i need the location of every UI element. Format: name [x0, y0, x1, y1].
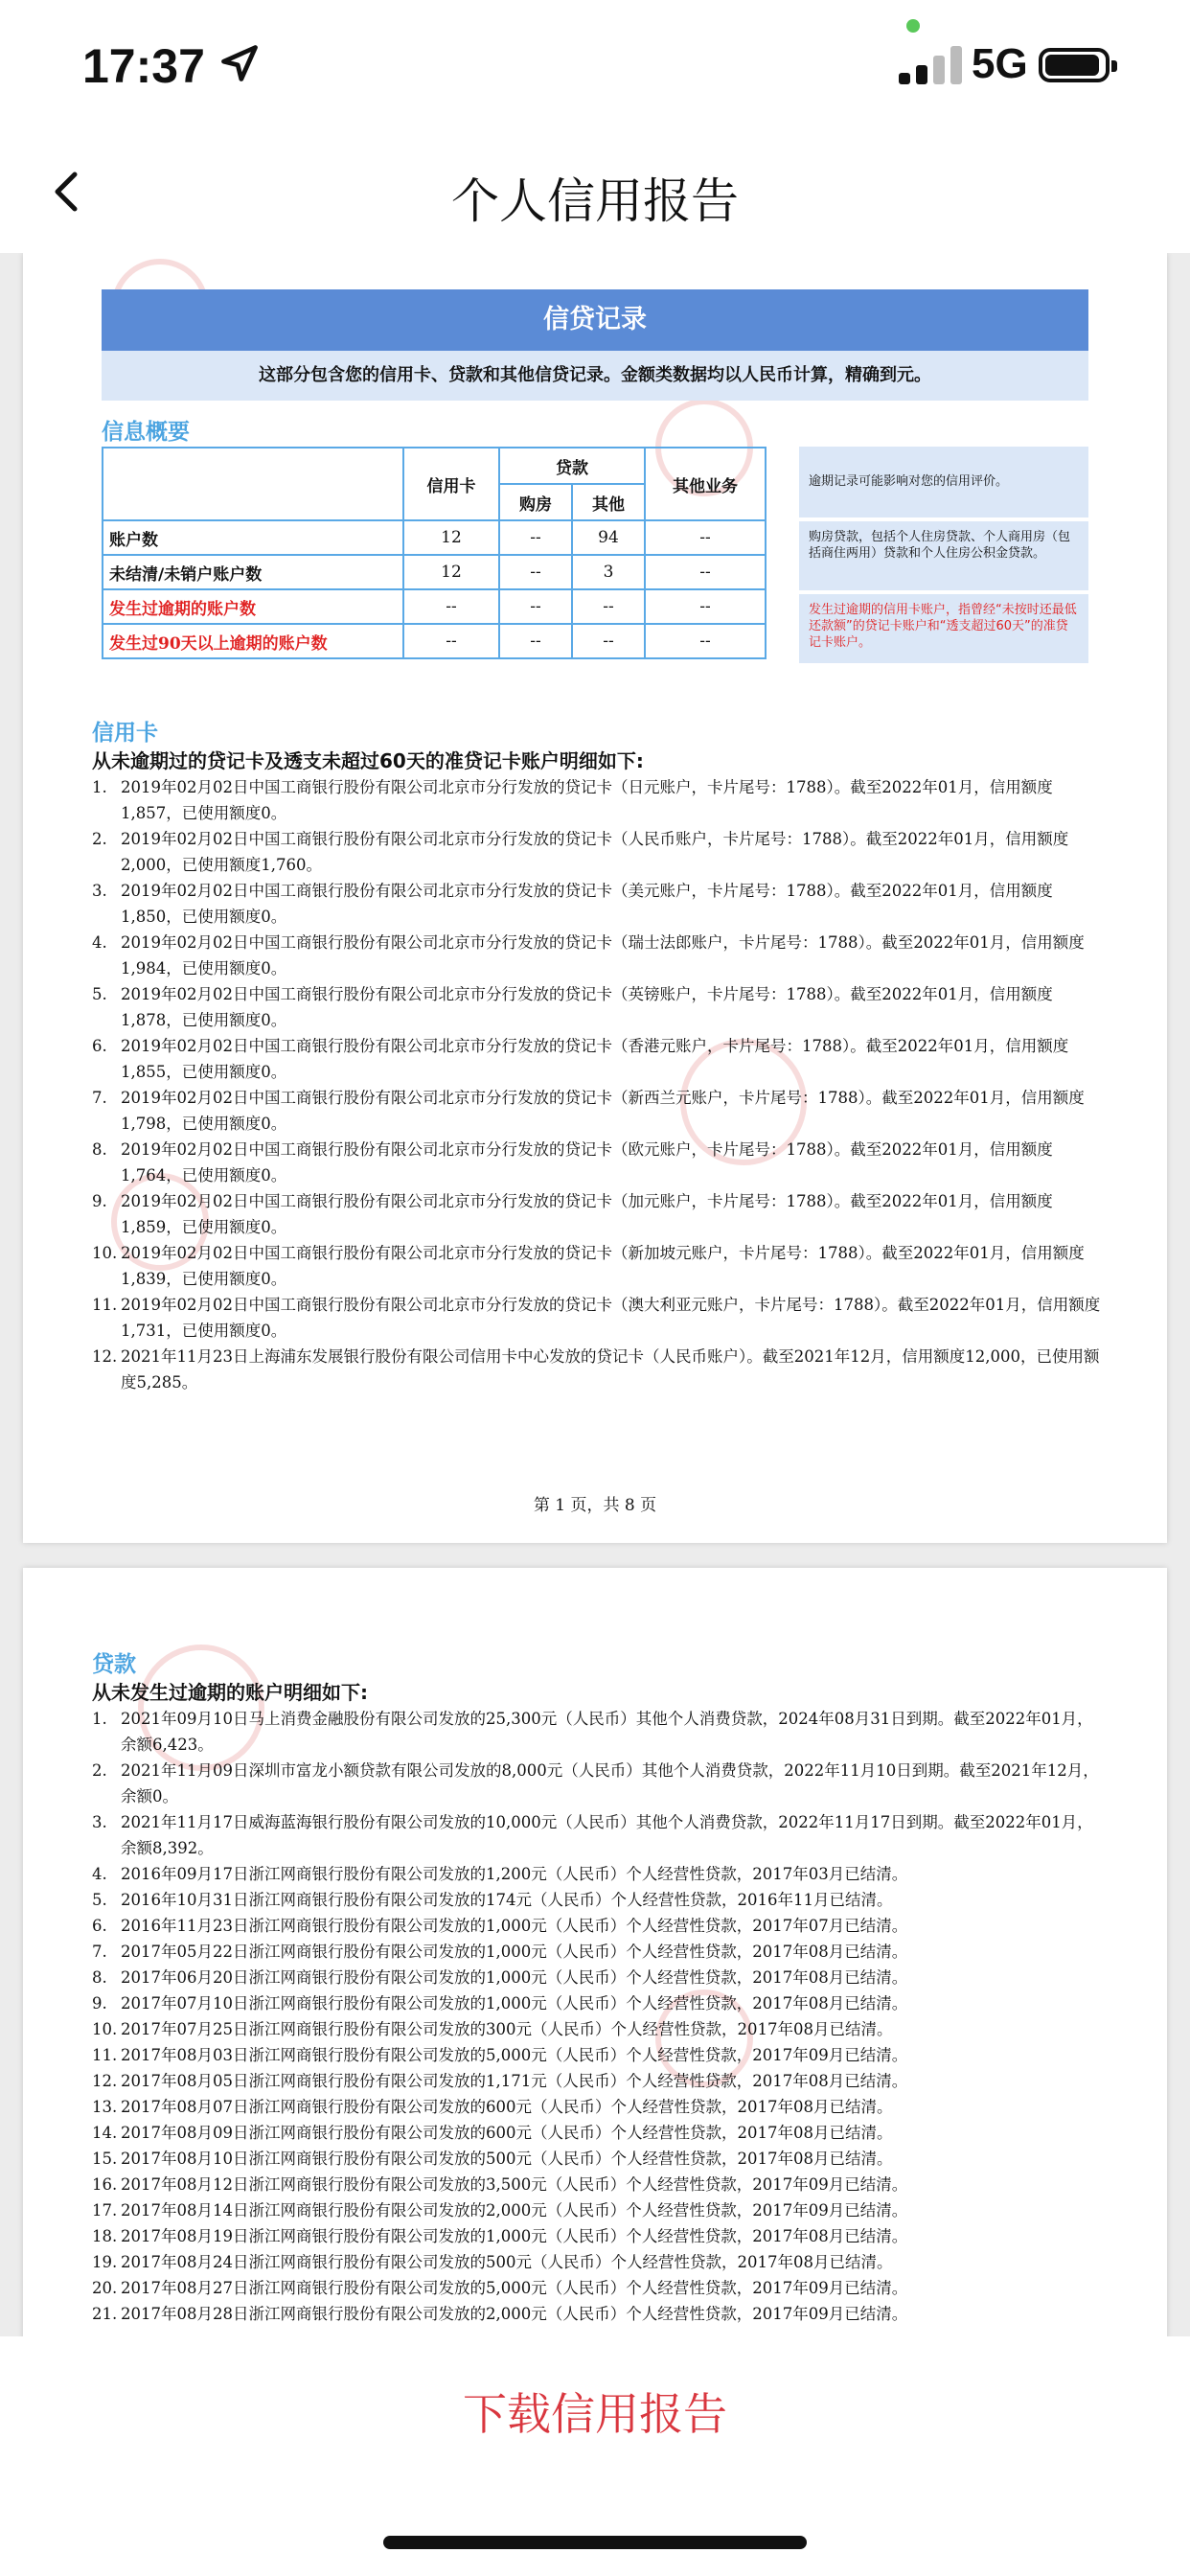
list-item: 9. 2019年02月02日中国工商银行股份有限公司北京市分行发放的贷记卡（加元账户，卡片尾号：1788）。截至2022年01月，信用额度1,859，已使用额度0。 [92, 1192, 1053, 1236]
list-item: 4. 2016年09月17日浙江网商银行股份有限公司发放的1,200元（人民币）个人经营性贷款，2017年03月已结清。 [92, 1865, 908, 1883]
report-viewer[interactable] [0, 253, 1190, 2336]
list-item: 1. 2021年09月10日马上消费金融股份有限公司发放的25,300元（人民币）其他个人消费贷款，2024年08月31日到期。截至2022年01月，余额6,423。 [92, 1710, 1093, 1754]
cell: -- [572, 589, 645, 624]
cell: 3 [572, 555, 645, 589]
signal-strength-icon [899, 44, 966, 84]
header-other-business: 其他业务 [645, 448, 766, 520]
list-item: 3. 2019年02月02日中国工商银行股份有限公司北京市分行发放的贷记卡（美元账户，卡片尾号：1788）。截至2022年01月，信用额度1,850，已使用额度0。 [92, 882, 1053, 926]
privacy-indicator-dot [906, 19, 920, 33]
cell: -- [403, 624, 499, 658]
page-number: 第 1 页，共 8 页 [533, 1496, 657, 1515]
table-row [103, 624, 766, 658]
list-item: 7. 2017年05月22日浙江网商银行股份有限公司发放的1,000元（人民币）个人经营性贷款，2017年08月已结清。 [92, 1943, 908, 1961]
cell: -- [572, 624, 645, 658]
list-item: 11. 2019年02月02日中国工商银行股份有限公司北京市分行发放的贷记卡（澳大利亚元账户，卡片尾号：1788）。截至2022年01月，信用额度1,731，已使用额度0。 [92, 1296, 1101, 1340]
summary-table [102, 447, 767, 659]
report-page-2 [23, 1568, 1167, 2336]
list-item: 6. 2016年11月23日浙江网商银行股份有限公司发放的1,000元（人民币）个人经营性贷款，2017年07月已结清。 [92, 1917, 908, 1935]
page-title: 个人信用报告 [451, 173, 739, 229]
list-item: 10. 2017年07月25日浙江网商银行股份有限公司发放的300元（人民币）个人经营性贷款，2017年08月已结清。 [92, 2020, 893, 2038]
cell: -- [403, 589, 499, 624]
bottom-bar [0, 2336, 1190, 2576]
note-overdue-impact: 逾期记录可能影响对您的信用评价。 [799, 447, 1088, 518]
location-arrow-icon [218, 42, 261, 84]
credit-record-subtitle: 这部分包含您的信用卡、贷款和其他信贷记录。金额类数据均以人民币计算，精确到元。 [102, 351, 1088, 401]
list-item: 21. 2017年08月28日浙江网商银行股份有限公司发放的2,000元（人民币）个人经营性贷款，2017年09月已结清。 [92, 2305, 908, 2323]
cell: -- [499, 520, 572, 555]
list-item: 9. 2017年07月10日浙江网商银行股份有限公司发放的1,000元（人民币）个人经营性贷款，2017年08月已结清。 [92, 1994, 908, 2012]
header-loan: 贷款 [499, 448, 645, 484]
list-item: 12. 2017年08月05日浙江网商银行股份有限公司发放的1,171元（人民币）个人经营性贷款，2017年08月已结清。 [92, 2072, 908, 2090]
credit-card-list [92, 774, 1108, 1395]
status-time: 17:37 [82, 39, 205, 93]
battery-icon [1039, 48, 1110, 82]
list-item: 5. 2016年10月31日浙江网商银行股份有限公司发放的174元（人民币）个人经营性贷款，2016年11月已结清。 [92, 1891, 893, 1909]
list-item: 2. 2019年02月02日中国工商银行股份有限公司北京市分行发放的贷记卡（人民币账户，卡片尾号：1788）。截至2022年01月，信用额度2,000，已使用额度1,760。 [92, 830, 1069, 874]
note-overdue-card: 发生过逾期的信用卡账户，指曾经“未按时还最低还款额”的贷记卡账户和“透支超过60天”的准贷记卡账户。 [799, 594, 1088, 663]
credit-card-title: 信用卡 [92, 721, 158, 746]
cell: 12 [403, 520, 499, 555]
list-item: 7. 2019年02月02日中国工商银行股份有限公司北京市分行发放的贷记卡（新西兰元账户，卡片尾号：1788）。截至2022年01月，信用额度1,798，已使用额度0。 [92, 1089, 1085, 1133]
cell: -- [645, 520, 766, 555]
list-item: 15. 2017年08月10日浙江网商银行股份有限公司发放的500元（人民币）个人经营性贷款，2017年08月已结清。 [92, 2150, 893, 2168]
list-item: 13. 2017年08月07日浙江网商银行股份有限公司发放的600元（人民币）个人经营性贷款，2017年08月已结清。 [92, 2098, 893, 2116]
list-item: 6. 2019年02月02日中国工商银行股份有限公司北京市分行发放的贷记卡（香港元账户，卡片尾号：1788）。截至2022年01月，信用额度1,855，已使用额度0。 [92, 1037, 1069, 1081]
list-item: 8. 2017年06月20日浙江网商银行股份有限公司发放的1,000元（人民币）个人经营性贷款，2017年08月已结清。 [92, 1968, 908, 1987]
note-house-loan: 购房贷款，包括个人住房贷款、个人商用房（包括商住两用）贷款和个人住房公积金贷款。 [799, 521, 1088, 590]
nav-bar [0, 134, 1190, 253]
list-item: 3. 2021年11月17日威海蓝海银行股份有限公司发放的10,000元（人民币）其他个人消费贷款，2022年11月17日到期。截至2022年01月，余额8,392。 [92, 1813, 1093, 1857]
list-item: 1. 2019年02月02日中国工商银行股份有限公司北京市分行发放的贷记卡（日元账户，卡片尾号：1788）。截至2022年01月，信用额度1,857，已使用额度0。 [92, 778, 1053, 822]
header-other: 其他 [572, 484, 645, 520]
row-label: 账户数 [103, 520, 403, 555]
network-type: 5G [972, 40, 1028, 87]
header-house: 购房 [499, 484, 572, 520]
row-label: 发生过逾期的账户数 [103, 589, 403, 624]
list-item: 16. 2017年08月12日浙江网商银行股份有限公司发放的3,500元（人民币）个人经营性贷款，2017年09月已结清。 [92, 2175, 908, 2194]
status-bar [0, 0, 1190, 134]
list-item: 18. 2017年08月19日浙江网商银行股份有限公司发放的1,000元（人民币）个人经营性贷款，2017年08月已结清。 [92, 2227, 908, 2245]
download-report-button[interactable]: 下载信用报告 [0, 2379, 1190, 2444]
cell: -- [499, 624, 572, 658]
list-item: 14. 2017年08月09日浙江网商银行股份有限公司发放的600元（人民币）个人经营性贷款，2017年08月已结清。 [92, 2124, 893, 2142]
credit-card-subhead: 从未逾期过的贷记卡及透支未超过60天的准贷记卡账户明细如下: [92, 749, 644, 772]
table-corner [103, 448, 403, 520]
list-item: 19. 2017年08月24日浙江网商银行股份有限公司发放的500元（人民币）个人经营性贷款，2017年08月已结清。 [92, 2253, 893, 2271]
list-item: 17. 2017年08月14日浙江网商银行股份有限公司发放的2,000元（人民币）个人经营性贷款，2017年09月已结清。 [92, 2201, 908, 2220]
summary-title: 信息概要 [102, 420, 190, 445]
cell: 94 [572, 520, 645, 555]
cell: -- [645, 555, 766, 589]
list-item: 11. 2017年08月03日浙江网商银行股份有限公司发放的5,000元（人民币）个人经营性贷款，2017年09月已结清。 [92, 2046, 908, 2064]
list-item: 2. 2021年11月09日深圳市富龙小额贷款有限公司发放的8,000元（人民币）其他个人消费贷款，2022年11月10日到期。截至2021年12月，余额0。 [92, 1761, 1099, 1806]
table-row [103, 589, 766, 624]
cell: -- [499, 555, 572, 589]
cell: -- [645, 589, 766, 624]
table-row [103, 520, 766, 555]
credit-record-banner: 信贷记录 [102, 289, 1088, 351]
row-label: 发生过90天以上逾期的账户数 [103, 624, 403, 658]
list-item: 8. 2019年02月02日中国工商银行股份有限公司北京市分行发放的贷记卡（欧元账户，卡片尾号：1788）。截至2022年01月，信用额度1,764，已使用额度0。 [92, 1140, 1053, 1184]
loan-list [92, 1706, 1108, 2327]
list-item: 12. 2021年11月23日上海浦东发展银行股份有限公司信用卡中心发放的贷记卡（人民币账户）。截至2021年12月，信用额度12,000，已使用额度5,285。 [92, 1347, 1100, 1392]
report-page-1 [23, 253, 1167, 1543]
loan-title: 贷款 [92, 1652, 136, 1677]
cell: -- [499, 589, 572, 624]
list-item: 5. 2019年02月02日中国工商银行股份有限公司北京市分行发放的贷记卡（英镑账户，卡片尾号：1788）。截至2022年01月，信用额度1,878，已使用额度0。 [92, 985, 1053, 1029]
table-row [103, 555, 766, 589]
home-indicator[interactable] [383, 2536, 807, 2549]
cell: -- [645, 624, 766, 658]
row-label: 未结清/未销户账户数 [103, 555, 403, 589]
header-credit-card: 信用卡 [403, 448, 499, 520]
loan-subhead: 从未发生过逾期的账户明细如下: [92, 1681, 368, 1704]
list-item: 20. 2017年08月27日浙江网商银行股份有限公司发放的5,000元（人民币）个人经营性贷款，2017年09月已结清。 [92, 2279, 908, 2297]
cell: 12 [403, 555, 499, 589]
list-item: 4. 2019年02月02日中国工商银行股份有限公司北京市分行发放的贷记卡（瑞士法郎账户，卡片尾号：1788）。截至2022年01月，信用额度1,984，已使用额度0。 [92, 933, 1085, 978]
list-item: 10. 2019年02月02日中国工商银行股份有限公司北京市分行发放的贷记卡（新加坡元账户，卡片尾号：1788）。截至2022年01月，信用额度1,839，已使用额度0。 [92, 1244, 1085, 1288]
summary-notes [799, 447, 1088, 667]
